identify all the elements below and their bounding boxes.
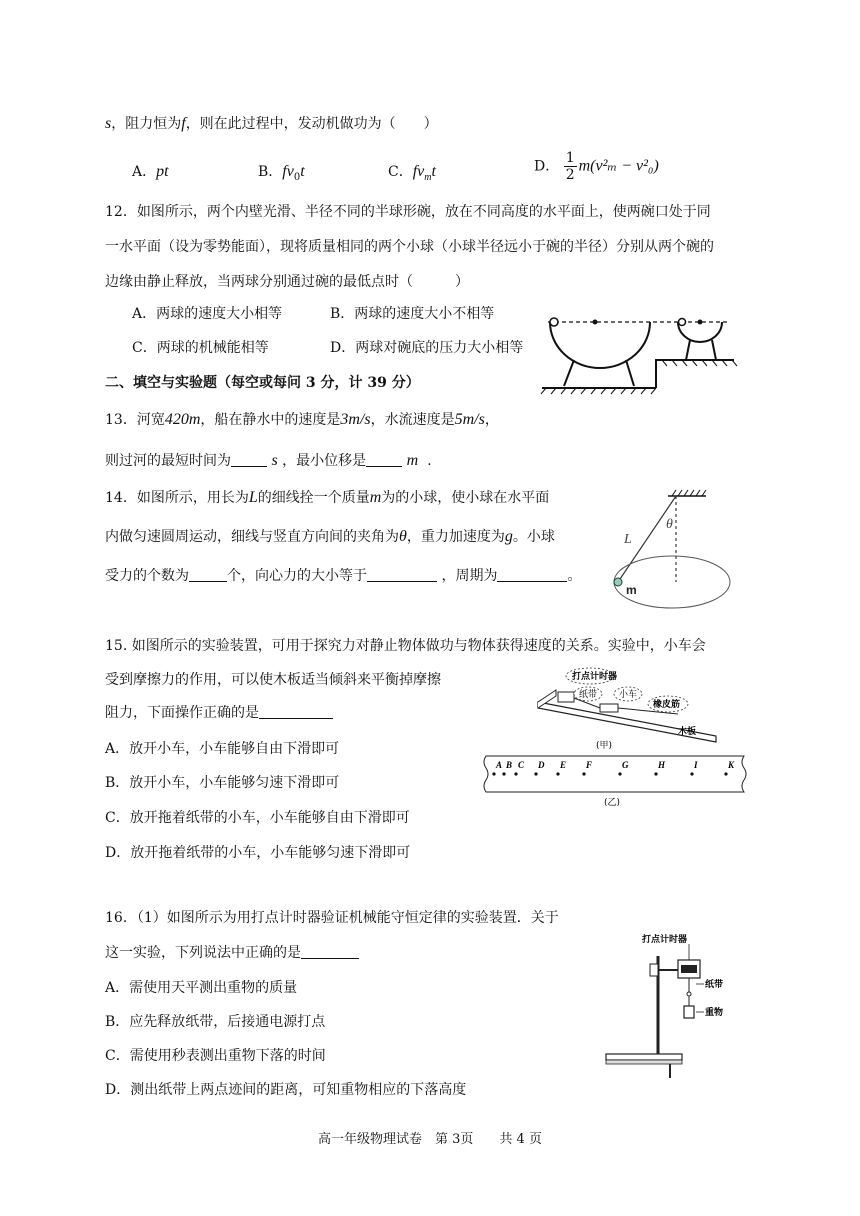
q11-option-b: B．$fv_0t$ <box>258 163 305 183</box>
q12-option-a: A．两球的速度大小相等 <box>132 306 283 322</box>
q16-line-1: 16．（1）如图所示为用打点计时器验证机械能守恒定律的实验装置．关于 <box>105 910 559 926</box>
q11-option-c: C．$fv_mt$ <box>388 163 436 183</box>
blank-q15-answer[interactable] <box>259 704 333 719</box>
label-board: 木板 <box>678 727 697 737</box>
q12-line-3: 边缘由静止释放，当两球分别通过碗的最低点时（ ） <box>105 274 469 290</box>
tape-dot-G <box>618 772 621 775</box>
q12-option-c: C．两球的机械能相等 <box>132 340 269 356</box>
paper-tape-figure <box>480 752 750 808</box>
q15-line-1: 15. 如图所示的实验装置，可用于探究力对静止物体做功与物体获得速度的关系。实验中，小车会 <box>105 638 706 654</box>
label-timer-16: 打点计时器 <box>642 935 688 945</box>
page-footer: 高一年级物理试卷 第 3页 共 4 页 <box>318 1132 542 1147</box>
tape-dot-A <box>492 772 495 775</box>
q16-option-d: D．测出纸带上两点迹间的距离，可知重物相应的下落高度 <box>105 1082 467 1098</box>
tape-dot-E <box>556 772 559 775</box>
blank-shortest-time[interactable] <box>231 452 267 467</box>
tape-label-B: B <box>506 760 513 770</box>
q16-option-c: C．需使用秒表测出重物下落的时间 <box>105 1048 326 1064</box>
q15-option-a: A．放开小车，小车能够自由下滑即可 <box>105 741 340 757</box>
q13-line-1: 13．河宽420m，船在静水中的速度是3m/s，水流速度是5m/s， <box>105 411 499 428</box>
label-m: m <box>626 583 637 597</box>
blank-min-displacement[interactable] <box>366 452 402 467</box>
q11-option-a: A．pt <box>132 163 169 180</box>
free-fall-apparatus-figure <box>604 928 744 1078</box>
q14-line-2: 内做匀速圆周运动，细线与竖直方向间的夹角为θ，重力加速度为g。小球 <box>105 528 555 545</box>
q11-option-d: D． $\frac{1}{2}$ m(v²ₘ − v²₀) <box>534 150 659 183</box>
tape-dot-K <box>724 772 727 775</box>
q12-option-b: B．两球的速度大小不相等 <box>330 306 495 322</box>
tape-dot-D <box>534 772 537 775</box>
tape-label-A: A <box>496 760 503 770</box>
q16-option-b: B．应先释放纸带，后接通电源打点 <box>105 1014 326 1030</box>
label-car: 小车 <box>619 690 638 700</box>
tape-dot-F <box>582 772 585 775</box>
q11-continuation: s，阻力恒为f，则在此过程中，发动机做功为（ ） <box>105 115 438 132</box>
label-theta: θ <box>666 517 673 532</box>
q16-line-2: 这一实验，下列说法中正确的是 <box>105 943 359 963</box>
tape-label-K: K <box>728 760 735 770</box>
section-2-heading: 二、填空与实验题（每空或每问 3 分，计 39 分） <box>105 375 420 391</box>
tape-label-F: F <box>586 760 593 770</box>
q14-line-3: 受力的个数为 个，向心力的大小等于 ，周期为 。 <box>105 568 582 584</box>
label-weight: 重物 <box>705 1008 724 1018</box>
label-L: L <box>624 532 632 547</box>
q12-line-1: 12．如图所示，两个内壁光滑、半径不同的半球形碗，放在不同高度的水平面上，使两碗口处于同 <box>105 204 711 220</box>
conical-pendulum-figure <box>606 486 756 616</box>
q15-line-2: 受到摩擦力的作用，可以使木板适当倾斜来平衡掉摩擦 <box>105 672 441 688</box>
blank-centripetal-force[interactable] <box>367 567 437 582</box>
q15-option-b: B．放开小车，小车能够匀速下滑即可 <box>105 775 340 791</box>
tape-dot-B <box>502 772 505 775</box>
label-timer: 打点计时器 <box>572 672 618 682</box>
q15-line-3: 阻力，下面操作正确的是 <box>105 703 333 723</box>
tape-label-G: G <box>622 760 629 770</box>
blank-period[interactable] <box>497 567 567 582</box>
blank-force-count[interactable] <box>189 567 227 582</box>
label-jia: (甲) <box>596 741 613 750</box>
tape-label-C: C <box>518 760 525 770</box>
q16-option-a: A．需使用天平测出重物的质量 <box>105 980 298 996</box>
q15-option-d: D．放开拖着纸带的小车，小车能够匀速下滑即可 <box>105 845 411 861</box>
tape-label-E: E <box>560 760 567 770</box>
label-tape: 纸带 <box>579 690 598 700</box>
q12-option-d: D．两球对碗底的压力大小相等 <box>330 340 524 356</box>
q12-line-2: 一水平面（设为零势能面），现将质量相同的两个小球（小球半径远小于碗的半径）分别从两个碗的 <box>105 239 714 255</box>
label-rubber-band: 橡皮筋 <box>653 700 681 710</box>
q13-line-2: 则过河的最短时间为 s ，最小位移是 m . <box>105 452 432 469</box>
q14-line-1: 14．如图所示，用长为L的细线拴一个质量m为的小球，使小球在水平面 <box>105 489 550 506</box>
var-s: s <box>105 115 112 132</box>
two-bowls-figure <box>538 308 742 398</box>
label-yi: (乙) <box>604 798 621 808</box>
tape-label-D: D <box>538 760 545 770</box>
tape-dot-H <box>654 772 657 775</box>
tape-label-H: H <box>658 760 666 770</box>
tape-dot-C <box>514 772 517 775</box>
incline-experiment-figure <box>528 664 724 750</box>
label-tape-16: 纸带 <box>705 980 724 990</box>
q15-option-c: C．放开拖着纸带的小车，小车能够自由下滑即可 <box>105 810 410 826</box>
blank-q16-answer[interactable] <box>301 944 359 959</box>
tape-label-I: I <box>694 760 698 770</box>
tape-dot-I <box>690 772 693 775</box>
fraction-half: $\frac{1}{2}$ <box>565 150 575 183</box>
